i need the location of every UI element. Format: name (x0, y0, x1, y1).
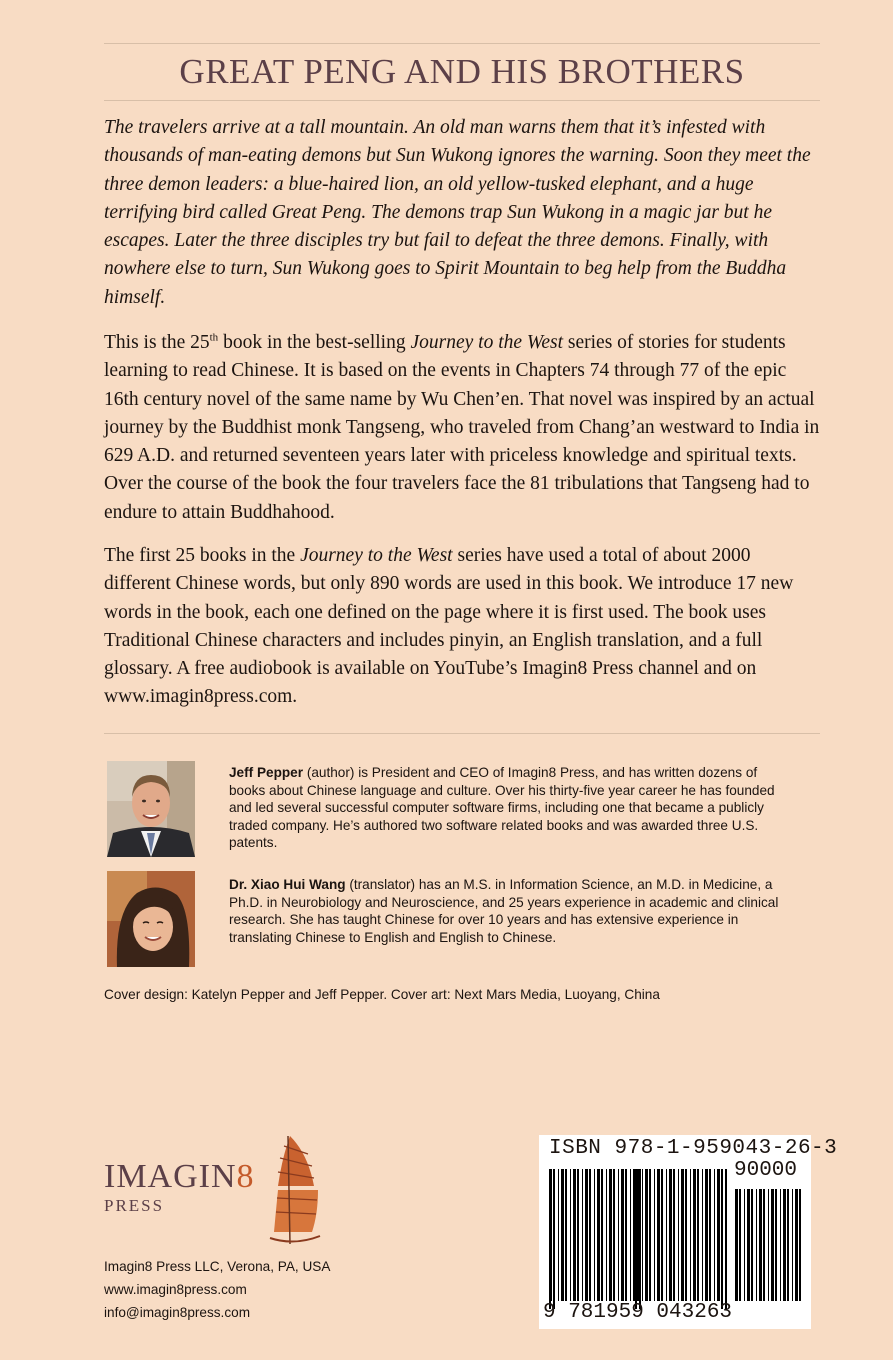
barcode-bar (589, 1169, 591, 1301)
barcode-bar (702, 1169, 703, 1301)
publisher-logo-text: IMAGIN8 (104, 1158, 255, 1195)
barcode-bar (621, 1169, 624, 1301)
barcode-bar (744, 1189, 745, 1301)
barcode-guard-bar (549, 1169, 551, 1309)
barcode-bar (657, 1169, 660, 1301)
barcode-bar (697, 1169, 699, 1301)
publisher-logo-sub: PRESS (104, 1196, 165, 1215)
synopsis: The travelers arrive at a tall mountain. An old man warns them that it’s infested with thousands of man-eating demons but Sun Wukong ignores the warning. Soon they meet the three demon leaders: a blue-haired lion, an old yellow-tusked elephant, and a huge terrifying bird called Great Peng. The demons trap Sun Wukong in a magic jar but he escapes. Later the three disciples try but fail to defeat the three demons. Finally, with nowhere else to turn, Sun Wukong goes to Spirit Mountain to beg help from the Buddha himself. (104, 117, 811, 308)
barcode-bar (678, 1169, 679, 1301)
price-code: 90000 (734, 1159, 798, 1182)
barcode-bar (709, 1169, 711, 1301)
barcode-bar (594, 1169, 595, 1301)
barcode-bar (642, 1169, 643, 1301)
barcode-bar (597, 1169, 600, 1301)
barcode-bar (558, 1169, 559, 1301)
junk-ship-icon (268, 1134, 322, 1248)
barcode-bar (585, 1169, 588, 1301)
barcode-bar (637, 1169, 639, 1301)
barcode-bar (582, 1169, 583, 1301)
barcode-bar (771, 1189, 774, 1301)
barcode-bar (681, 1169, 684, 1301)
barcode-bar (654, 1169, 655, 1301)
barcode-bar (625, 1169, 627, 1301)
barcode-bar (618, 1169, 619, 1301)
translator-bio: Dr. Xiao Hui Wang (translator) has an M.S. in Information Science, an M.D. in Medicine, a Ph.D. in Neurobiology and Neuroscience, and 25 years experience in academic and clinical research. She has taught Chinese for over 10 years and has extensive experience in translating Chinese to English and English to Chinese. (229, 877, 779, 945)
barcode-bar (792, 1189, 793, 1301)
barcode-guard-bar (635, 1169, 637, 1309)
barcode-bar (649, 1169, 651, 1301)
author-bio: Jeff Pepper (author) is President and CEO of Imagin8 Press, and has written dozens of books about Chinese language and culture. Over his thirty-five year career he has founded and led several successful computer software firms, including one that became a publicly traded company. He’s authored two software related books and was awarded three U.S. patents. (229, 765, 775, 851)
isbn-barcode (539, 1135, 838, 1329)
barcode-bar (666, 1169, 667, 1301)
bio-rule (104, 733, 820, 734)
barcode-bar (714, 1169, 715, 1301)
barcode-bar (739, 1189, 741, 1301)
barcode-bar (775, 1189, 777, 1301)
about-series-paragraph: This is the 25th book in the best-selling Journey to the West series of stories for students learning to read Chinese. It is based on the events in Chapters 74 through 77 of the epic 16th century novel of the same name by Wu Chen’en. That novel was inspired by an actual journey by the Buddhist monk Tangseng, who traveled from Chang’an westward to India in 629 A.D. and returned seventeen years later with priceless knowledge and spiritual texts. Over the course of the book the four travelers face the 81 tribulations that Tangseng had to endure to attain Buddhahood. (104, 331, 820, 523)
top-rule (104, 43, 820, 44)
barcode-bar (747, 1189, 750, 1301)
barcode-bar (606, 1169, 607, 1301)
barcode-bar (577, 1169, 579, 1301)
isbn-number: ISBN 978-1-959043-26-3 (549, 1137, 838, 1160)
barcode-bar (573, 1169, 576, 1301)
barcode-bar (759, 1189, 762, 1301)
barcode-bar (717, 1169, 720, 1301)
barcode-bar (661, 1169, 663, 1301)
barcode-bar (768, 1189, 769, 1301)
title-rule (104, 100, 820, 101)
vocabulary-paragraph: The first 25 books in the Journey to the West series have used a total of about 2000 different Chinese words, but only 890 words are used in this book. We introduce 17 new words in the book, each one defined on the page where it is first used. The book uses Traditional Chinese characters and includes pinyin, an English translation, and a full glossary. A free audiobook is available on YouTube’s Imagin8 Press channel and on www.imagin8press.com. (104, 545, 794, 708)
barcode-bar (630, 1169, 631, 1301)
barcode-bar (780, 1189, 781, 1301)
barcode-bar (735, 1189, 738, 1301)
barcode-bar (795, 1189, 798, 1301)
barcode-bar (705, 1169, 708, 1301)
publisher-website[interactable]: www.imagin8press.com (104, 1282, 247, 1297)
barcode-bar (783, 1189, 786, 1301)
barcode-bar (609, 1169, 612, 1301)
barcode-bar (673, 1169, 675, 1301)
barcode-bar (669, 1169, 672, 1301)
barcode-bar (561, 1169, 564, 1301)
barcode-bar (756, 1189, 757, 1301)
barcode-bar (565, 1169, 567, 1301)
barcode-digits: 9 781959 043263 (543, 1301, 733, 1324)
publisher-address: Imagin8 Press LLC, Verona, PA, USA (104, 1259, 331, 1274)
barcode-bar (751, 1189, 753, 1301)
barcode-bar (601, 1169, 603, 1301)
barcode-bar (645, 1169, 648, 1301)
barcode-guard-bar (553, 1169, 555, 1309)
author-photo (107, 761, 195, 857)
barcode-guard-bar (721, 1169, 723, 1309)
barcode-bar (685, 1169, 687, 1301)
barcode-bar (693, 1169, 696, 1301)
barcode-bar (787, 1189, 789, 1301)
barcode-bar (799, 1189, 801, 1301)
barcode-guard-bar (639, 1169, 641, 1309)
book-title: GREAT PENG AND HIS BROTHERS (179, 52, 745, 91)
barcode-bar (570, 1169, 571, 1301)
publisher-email[interactable]: info@imagin8press.com (104, 1305, 251, 1320)
barcode-bar (763, 1189, 765, 1301)
barcode-guard-bar (725, 1169, 727, 1309)
barcode-bar (690, 1169, 691, 1301)
translator-photo (107, 871, 195, 967)
cover-credits: Cover design: Katelyn Pepper and Jeff Pepper. Cover art: Next Mars Media, Luoyang, China (104, 987, 660, 1002)
barcode-bar (613, 1169, 615, 1301)
